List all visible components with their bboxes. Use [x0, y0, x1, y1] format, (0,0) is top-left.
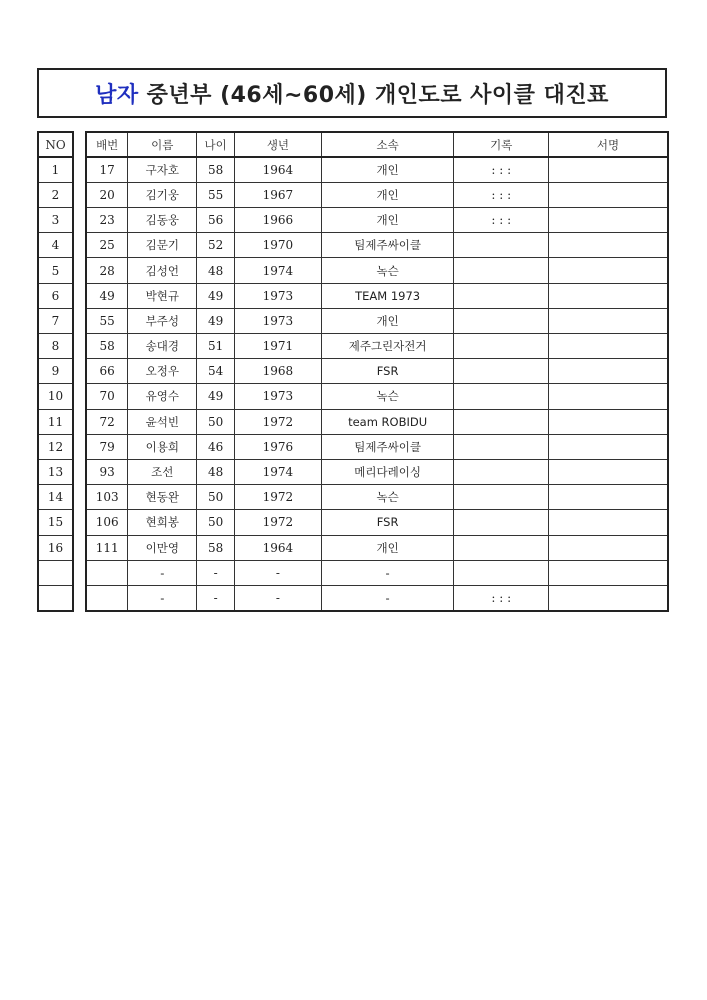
no-row — [38, 258, 73, 283]
cell-signature — [549, 585, 668, 610]
cell-team: 개인 — [321, 157, 454, 182]
cell-team: 개인 — [321, 535, 454, 560]
cell-signature — [549, 308, 668, 333]
cell-team: TEAM 1973 — [321, 283, 454, 308]
cell-record — [454, 459, 549, 484]
cell-team: 개인 — [321, 182, 454, 207]
cell-signature — [549, 535, 668, 560]
cell-birth-year: 1973 — [235, 283, 322, 308]
no-row — [38, 359, 73, 384]
cell-record — [454, 384, 549, 409]
cell-name: 이용희 — [128, 434, 197, 459]
page-title — [37, 68, 667, 118]
cell-name: 구자호 — [128, 157, 197, 182]
no-row — [38, 510, 73, 535]
table-row — [86, 585, 668, 610]
cell-team: FSR — [321, 510, 454, 535]
cell-age: - — [197, 560, 235, 585]
cell-record: : : : — [454, 157, 549, 182]
no-row — [38, 308, 73, 333]
cell-signature — [549, 233, 668, 258]
column-header-signature: 서명 — [549, 132, 668, 157]
cell-signature — [549, 359, 668, 384]
no-row — [38, 334, 73, 359]
no-row — [38, 384, 73, 409]
no-cell: 6 — [38, 283, 73, 308]
column-header-bib: 배번 — [86, 132, 128, 157]
cell-signature — [549, 208, 668, 233]
cell-bib: 20 — [86, 182, 128, 207]
cell-age: 58 — [197, 157, 235, 182]
cell-birth-year: 1974 — [235, 459, 322, 484]
cell-name: 유영수 — [128, 384, 197, 409]
cell-birth-year: 1976 — [235, 434, 322, 459]
cell-age: 51 — [197, 334, 235, 359]
column-header-record: 기록 — [454, 132, 549, 157]
cell-age: 49 — [197, 308, 235, 333]
cell-birth-year: 1967 — [235, 182, 322, 207]
cell-birth-year: 1973 — [235, 308, 322, 333]
table-row — [86, 334, 668, 359]
cell-record — [454, 334, 549, 359]
title-accent: 남자 — [95, 82, 139, 108]
cell-name: - — [128, 585, 197, 610]
cell-name: 김기웅 — [128, 182, 197, 207]
no-cell: 9 — [38, 359, 73, 384]
title-text: 중년부 (46세~60세) 개인도로 사이클 대진표 — [146, 82, 609, 108]
cell-name: 송대경 — [128, 334, 197, 359]
cell-age: 49 — [197, 384, 235, 409]
no-row — [38, 283, 73, 308]
cell-age: 58 — [197, 535, 235, 560]
cell-bib: 103 — [86, 485, 128, 510]
no-cell: 12 — [38, 434, 73, 459]
table-row — [86, 182, 668, 207]
cell-birth-year: 1972 — [235, 510, 322, 535]
table-row — [86, 308, 668, 333]
cell-name: 김문기 — [128, 233, 197, 258]
cell-record: : : : — [454, 182, 549, 207]
cell-age: 56 — [197, 208, 235, 233]
cell-name: 김동웅 — [128, 208, 197, 233]
no-cell: 13 — [38, 459, 73, 484]
cell-bib — [86, 585, 128, 610]
cell-birth-year: 1966 — [235, 208, 322, 233]
cell-bib: 28 — [86, 258, 128, 283]
cell-age: 46 — [197, 434, 235, 459]
cell-bib: 23 — [86, 208, 128, 233]
cell-age: - — [197, 585, 235, 610]
table-row — [86, 208, 668, 233]
table-row — [86, 434, 668, 459]
cell-signature — [549, 283, 668, 308]
cell-age: 52 — [197, 233, 235, 258]
table-row — [86, 459, 668, 484]
table-row — [86, 510, 668, 535]
cell-record — [454, 535, 549, 560]
cell-bib: 17 — [86, 157, 128, 182]
cell-bib: 55 — [86, 308, 128, 333]
cell-birth-year: 1968 — [235, 359, 322, 384]
cell-team: 제주그린자전거 — [321, 334, 454, 359]
no-cell: 4 — [38, 233, 73, 258]
cell-signature — [549, 384, 668, 409]
cell-age: 54 — [197, 359, 235, 384]
column-header-age: 나이 — [197, 132, 235, 157]
no-row — [38, 434, 73, 459]
no-cell: 5 — [38, 258, 73, 283]
cell-name: 김성언 — [128, 258, 197, 283]
cell-age: 50 — [197, 510, 235, 535]
cell-record — [454, 409, 549, 434]
cell-bib: 72 — [86, 409, 128, 434]
cell-record — [454, 485, 549, 510]
cell-team: 개인 — [321, 308, 454, 333]
cell-birth-year: 1971 — [235, 334, 322, 359]
cell-team: 녹슨 — [321, 384, 454, 409]
cell-bib: 66 — [86, 359, 128, 384]
cell-name: 조선 — [128, 459, 197, 484]
cell-age: 48 — [197, 258, 235, 283]
cell-record — [454, 434, 549, 459]
no-row — [38, 182, 73, 207]
no-row — [38, 208, 73, 233]
cell-birth-year: - — [235, 560, 322, 585]
table-row — [86, 157, 668, 182]
table-row — [86, 283, 668, 308]
cell-name: 현동완 — [128, 485, 197, 510]
column-header-birth-year: 생년 — [235, 132, 322, 157]
no-row — [38, 585, 73, 610]
no-header: NO — [38, 132, 73, 157]
cell-birth-year: 1964 — [235, 157, 322, 182]
cell-age: 49 — [197, 283, 235, 308]
table-row — [86, 560, 668, 585]
number-column-table — [37, 131, 74, 612]
cell-name: 박현규 — [128, 283, 197, 308]
cell-team: - — [321, 585, 454, 610]
cell-team: FSR — [321, 359, 454, 384]
cell-record — [454, 308, 549, 333]
bracket-table — [85, 131, 669, 612]
cell-name: 이만영 — [128, 535, 197, 560]
cell-birth-year: 1973 — [235, 384, 322, 409]
cell-team: 녹슨 — [321, 485, 454, 510]
no-row — [38, 485, 73, 510]
cell-birth-year: 1972 — [235, 409, 322, 434]
cell-team: 메리다레이싱 — [321, 459, 454, 484]
table-header-row — [86, 132, 668, 157]
cell-signature — [549, 409, 668, 434]
table-row — [86, 233, 668, 258]
no-row — [38, 560, 73, 585]
no-cell — [38, 585, 73, 610]
cell-birth-year: 1964 — [235, 535, 322, 560]
cell-bib — [86, 560, 128, 585]
cell-team: 팀제주싸이클 — [321, 233, 454, 258]
table-row — [86, 535, 668, 560]
cell-record: : : : — [454, 585, 549, 610]
cell-age: 50 — [197, 485, 235, 510]
no-cell: 10 — [38, 384, 73, 409]
no-row — [38, 535, 73, 560]
cell-bib: 25 — [86, 233, 128, 258]
cell-signature — [549, 485, 668, 510]
cell-age: 48 — [197, 459, 235, 484]
cell-bib: 111 — [86, 535, 128, 560]
cell-signature — [549, 334, 668, 359]
no-cell: 14 — [38, 485, 73, 510]
cell-record — [454, 510, 549, 535]
no-cell: 2 — [38, 182, 73, 207]
table-row — [86, 258, 668, 283]
cell-birth-year: 1970 — [235, 233, 322, 258]
no-cell: 8 — [38, 334, 73, 359]
table-row — [86, 409, 668, 434]
cell-birth-year: - — [235, 585, 322, 610]
cell-record — [454, 258, 549, 283]
table-row — [86, 359, 668, 384]
no-row — [38, 157, 73, 182]
no-cell: 16 — [38, 535, 73, 560]
no-row — [38, 459, 73, 484]
cell-team: - — [321, 560, 454, 585]
cell-team: 팀제주싸이클 — [321, 434, 454, 459]
cell-age: 50 — [197, 409, 235, 434]
no-cell: 7 — [38, 308, 73, 333]
cell-record: : : : — [454, 208, 549, 233]
cell-bib: 93 — [86, 459, 128, 484]
column-header-name: 이름 — [128, 132, 197, 157]
table-row — [86, 485, 668, 510]
cell-signature — [549, 510, 668, 535]
table-row — [86, 384, 668, 409]
cell-signature — [549, 182, 668, 207]
cell-bib: 70 — [86, 384, 128, 409]
cell-bib: 58 — [86, 334, 128, 359]
cell-team: 녹슨 — [321, 258, 454, 283]
no-cell: 1 — [38, 157, 73, 182]
no-cell: 15 — [38, 510, 73, 535]
cell-team: team ROBIDU — [321, 409, 454, 434]
cell-name: 현희봉 — [128, 510, 197, 535]
no-cell: 11 — [38, 409, 73, 434]
cell-name: 부주성 — [128, 308, 197, 333]
cell-record — [454, 560, 549, 585]
no-cell: 3 — [38, 208, 73, 233]
cell-birth-year: 1974 — [235, 258, 322, 283]
cell-bib: 79 — [86, 434, 128, 459]
cell-record — [454, 359, 549, 384]
cell-signature — [549, 560, 668, 585]
no-row — [38, 233, 73, 258]
cell-signature — [549, 157, 668, 182]
no-row — [38, 409, 73, 434]
cell-signature — [549, 258, 668, 283]
cell-birth-year: 1972 — [235, 485, 322, 510]
cell-bib: 106 — [86, 510, 128, 535]
cell-age: 55 — [197, 182, 235, 207]
cell-bib: 49 — [86, 283, 128, 308]
cell-name: 윤석빈 — [128, 409, 197, 434]
cell-record — [454, 283, 549, 308]
column-header-team: 소속 — [321, 132, 454, 157]
cell-signature — [549, 459, 668, 484]
cell-record — [454, 233, 549, 258]
no-cell — [38, 560, 73, 585]
cell-signature — [549, 434, 668, 459]
cell-name: 오정우 — [128, 359, 197, 384]
cell-name: - — [128, 560, 197, 585]
cell-team: 개인 — [321, 208, 454, 233]
